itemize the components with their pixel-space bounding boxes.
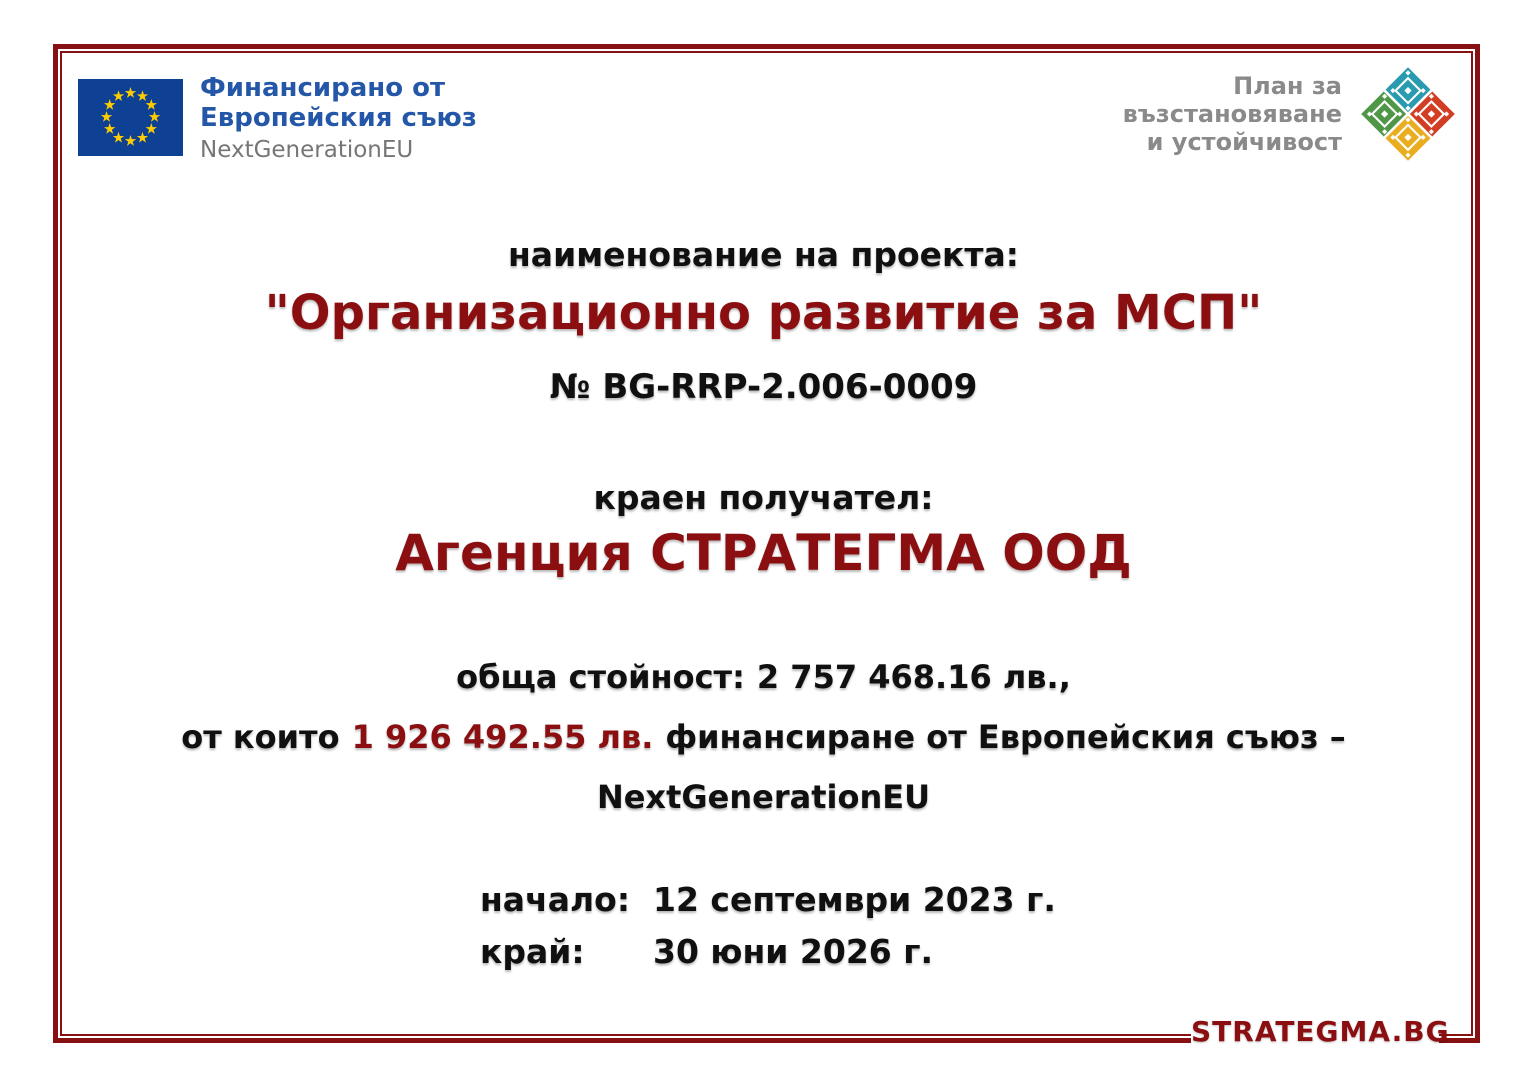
eu-share-line2: NextGenerationEU <box>596 778 931 816</box>
recovery-plan-line1: План за <box>1233 72 1342 100</box>
project-number: № BG-RRP-2.006-0009 <box>549 367 978 407</box>
recovery-plan-text <box>1123 72 1342 156</box>
eu-funding-line1: Финансирано от <box>200 73 446 103</box>
eu-funding-line3: NextGenerationEU <box>200 137 414 163</box>
project-name-label: наименование на проекта: <box>508 235 1019 274</box>
end-date-label: край: <box>480 932 585 971</box>
recipient-name: Агенция СТРАТЕГМА ООД <box>395 524 1132 582</box>
eu-funding-logo <box>78 73 477 165</box>
eu-funding-line2: Европейския съюз <box>200 103 477 133</box>
start-date-row <box>480 874 1056 926</box>
recovery-plan-mosaic-icon <box>1356 62 1460 166</box>
recovery-plan-logo <box>1123 62 1460 166</box>
eu-funding-text <box>200 73 477 165</box>
eu-share-line <box>0 718 1527 756</box>
project-dates <box>480 874 1056 978</box>
total-value-line <box>0 658 1527 696</box>
eu-share-prefix: от които <box>181 718 340 756</box>
start-date-value: 12 септември 2023 г. <box>653 880 1056 919</box>
eu-flag-icon <box>78 79 183 156</box>
recipient-label: краен получател: <box>593 478 934 517</box>
start-date-label: начало: <box>480 880 631 919</box>
total-value-amount: 2 757 468.16 лв. <box>756 658 1059 696</box>
total-value-suffix: , <box>1058 658 1071 696</box>
recovery-plan-line3: и устойчивост <box>1146 128 1342 156</box>
total-value-label: обща стойност: <box>456 658 745 696</box>
end-date-value: 30 юни 2026 г. <box>653 932 934 971</box>
footer-brand: STRATEGMA.BG <box>1191 1010 1439 1054</box>
project-title: "Организационно развитие за МСП" <box>264 285 1263 341</box>
recovery-plan-line2: възстановяване <box>1122 100 1342 128</box>
eu-share-amount: 1 926 492.55 лв. <box>351 718 654 756</box>
end-date-row <box>480 926 1056 978</box>
eu-share-suffix: финансиране от Европейския съюз – <box>665 718 1346 756</box>
